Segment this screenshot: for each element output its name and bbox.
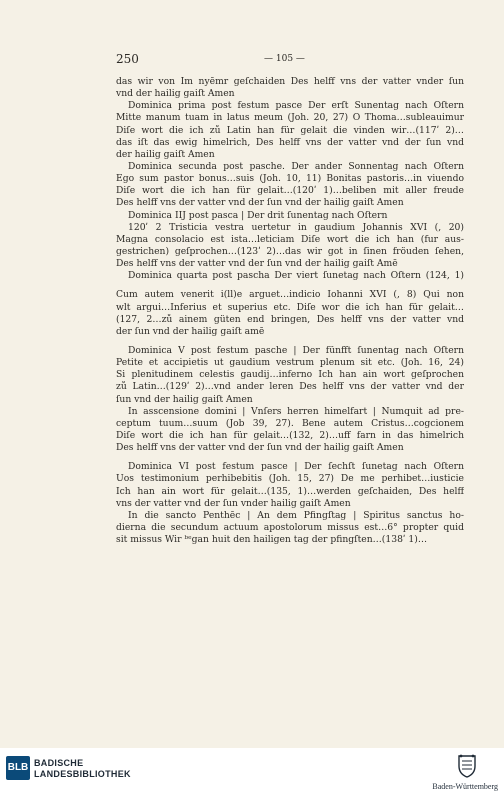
text-line: Diſe wort die ich han für gelait…(120ʹ 1)…beliben mit aller freude — [116, 185, 464, 197]
text-line: vns der vatter vnd der ſun vnder hailig gaiſt Amen — [116, 497, 351, 509]
paragraph-gap — [116, 282, 464, 289]
state-name: Baden-Württemberg — [432, 782, 498, 791]
text-line: Dominica quarta post pascha Der viert ſunetag nach Oſtern (124, 1) — [128, 270, 464, 282]
text-line: Dominica V post festum pasche | Der fünfft ſunentag nach Oſtern — [128, 344, 464, 356]
text-line: dierna die secundum actuum apostolorum missus est…6° propter quid — [116, 521, 464, 533]
text-line: Des helff vns der vatter vnd der ſun vnd der hailig gaiſt Amē — [116, 258, 398, 270]
text-line: 120ʹ 2 Tristicia vestra uertetur in gaudium Johannis XVI (, 20) — [128, 221, 464, 233]
text-line: In asscensione domini | Vnſers herren himelfart | Numquit ad pre- — [128, 405, 464, 417]
text-line: Ich han ain wort für gelait…(135, 1)…werden geſchaiden, Des helff — [116, 485, 464, 497]
text-line: Magna consolacio est ista…leticiam Diſe wort die ich han (fur aus- — [116, 233, 464, 245]
page-number: 250 — [116, 52, 139, 66]
text-line: das wir von Im nyēmr geſchaiden Des helff vns der vatter vnder ſun — [116, 76, 464, 87]
paragraph-gap — [116, 338, 464, 345]
library-name[interactable] — [34, 758, 131, 780]
text-line: Dominica VI post festum pasce | Der ſechſt ſunetag nach Oſtern — [128, 461, 464, 473]
page-header — [0, 52, 504, 68]
text-line: vnd der hailig gaiſt Amen — [116, 88, 235, 100]
text-line: das iſt das ewig himelrich, Des helff vns der vatter vnd der ſun vnd — [116, 136, 464, 148]
text-line: Dominica IIJ post pasca | Der drit ſunentag nach Oſtern — [128, 209, 388, 221]
text-line: (127, 2…zů ainem güten end bringen, Des helff vns der vatter vnd — [116, 313, 464, 325]
text-line: Petite et accipietis ut gaudium vestrum plenum sit etc. (Joh. 16, 24) — [116, 357, 464, 369]
text-line: zů Latin…(129ʹ 2)…vnd ander leren Des helff vns der vatter vnd der — [116, 381, 464, 393]
text-line: der hailig gaiſt Amen — [116, 148, 215, 160]
library-footer — [0, 748, 504, 795]
text-line: Diſe wort die ich zů Latin han für gelait die vinden wir…(117ʹ 2)… — [116, 124, 464, 136]
text-line: der ſun vnd der hailig gaiſt amē — [116, 325, 265, 337]
body-text — [116, 76, 464, 546]
text-line: Cum autem venerit i(ll)e arguet…indicio Iohanni XVI (, 8) Qui non — [116, 289, 464, 301]
text-line: sit missus Wir ᵇᵉgan huit den hailigen tag der pfingſten…(138ʹ 1)… — [116, 534, 428, 546]
text-line: Mitte manum tuam in latus meum (Joh. 20, 27) O Thoma…subleauimur — [116, 112, 464, 124]
text-line: Des helff vns der vatter vnd der ſun vnd der hailig gaiſt Amen — [116, 197, 404, 209]
library-name-line2: LANDESBIBLIOTHEK — [34, 769, 131, 779]
text-line: Si plenitudinem celestis gaudij…inferno Ich han ain wort geſprochen — [116, 369, 464, 381]
running-head: — 105 — — [264, 54, 305, 64]
text-line: Diſe wort die ich han für gelait…(132, 2)…uff farn in das himelrich — [116, 429, 464, 441]
coat-of-arms-icon — [456, 753, 478, 779]
text-line: Dominica secunda post pasche. Der ander Sonnentag nach Oſtern — [128, 160, 464, 172]
text-line: Uos testimonium perhibebitis (Joh. 15, 27) De me perhibet…iusticie — [116, 473, 464, 485]
paragraph-gap — [116, 454, 464, 461]
text-line: gestrichen) geſprochen…(123ʹ 2)…das wir got in ſinen fröuden ſehen, — [116, 245, 464, 257]
library-name-line1: BADISCHE — [34, 758, 84, 768]
text-line: ceptum tuum…suum (Job 39, 27). Bene autem Cristus…cogcionem — [116, 417, 464, 429]
text-line: Dominica prima post festum pasce Der erſt Sunentag nach Oſtern — [128, 100, 464, 112]
text-line: ſun vnd der hailig gaiſt Amen — [116, 393, 253, 405]
text-line: In die sancto Penthēc | An dem Pfingſtag | Spiritus sanctus ho- — [128, 509, 464, 521]
blb-logo[interactable]: BLB — [6, 756, 30, 780]
text-line: Des helff vns der vatter vnd der ſun vnd der hailig gaiſt Amen — [116, 442, 404, 454]
text-line: wlt argui…Inferius et superius etc. Diſe wor die ich han für gelait… — [116, 301, 464, 313]
text-line: Ego sum pastor bonus…suis (Joh. 10, 11) Bonitas pastoris…in viuendo — [116, 173, 464, 185]
